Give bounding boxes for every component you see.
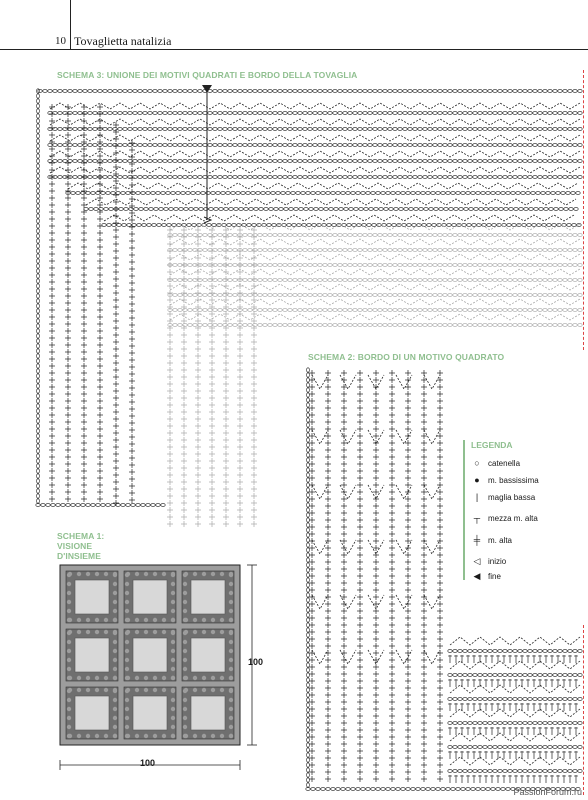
legend-title: LEGENDA (471, 440, 513, 450)
schema2-diagram (300, 365, 585, 795)
circle-icon: ○ (474, 458, 480, 468)
legend-item: ● m. bassissima (471, 475, 539, 485)
schema1-title (57, 531, 104, 561)
schema1-overview (50, 560, 280, 775)
schema1-title-line3: D'INSIEME (57, 551, 102, 561)
legend-bar (463, 440, 465, 580)
legend-item: ┬ mezza m. alta (471, 513, 538, 523)
legend-item: | maglia bassa (471, 492, 535, 502)
schema2-title: SCHEMA 2: BORDO DI UN MOTIVO QUADRATO (308, 352, 505, 362)
schema1-title-line1: SCHEMA 1: (57, 531, 105, 541)
watermark: PassionForum.ru (513, 787, 582, 797)
dot-icon: ● (474, 475, 480, 485)
header-divider (70, 0, 71, 50)
width-dimension: 100 (140, 758, 156, 768)
schema3-title: SCHEMA 3: UNIONE DEI MOTIVI QUADRATI E BORDO DELLA TOVAGLIA (57, 70, 358, 80)
half-double-icon: ┬ (473, 513, 481, 523)
page-number: 10 (55, 35, 66, 47)
legend (463, 440, 573, 580)
legend-item: ╪ m. alta (471, 535, 512, 545)
double-icon: ╪ (473, 535, 481, 545)
legend-item: ◀ fine (471, 571, 501, 581)
open-arrow-icon: ◁ (473, 555, 481, 566)
bar-icon: | (475, 492, 479, 502)
legend-item: ○ catenella (471, 458, 520, 468)
legend-item: ◁ inizio (471, 556, 506, 566)
height-dimension: 100 (248, 657, 264, 667)
filled-arrow-icon: ◀ (473, 570, 481, 581)
page-title: Tovaglietta natalizia (74, 34, 172, 48)
header-rule (0, 49, 588, 50)
schema1-title-line2: VISIONE (57, 541, 93, 551)
